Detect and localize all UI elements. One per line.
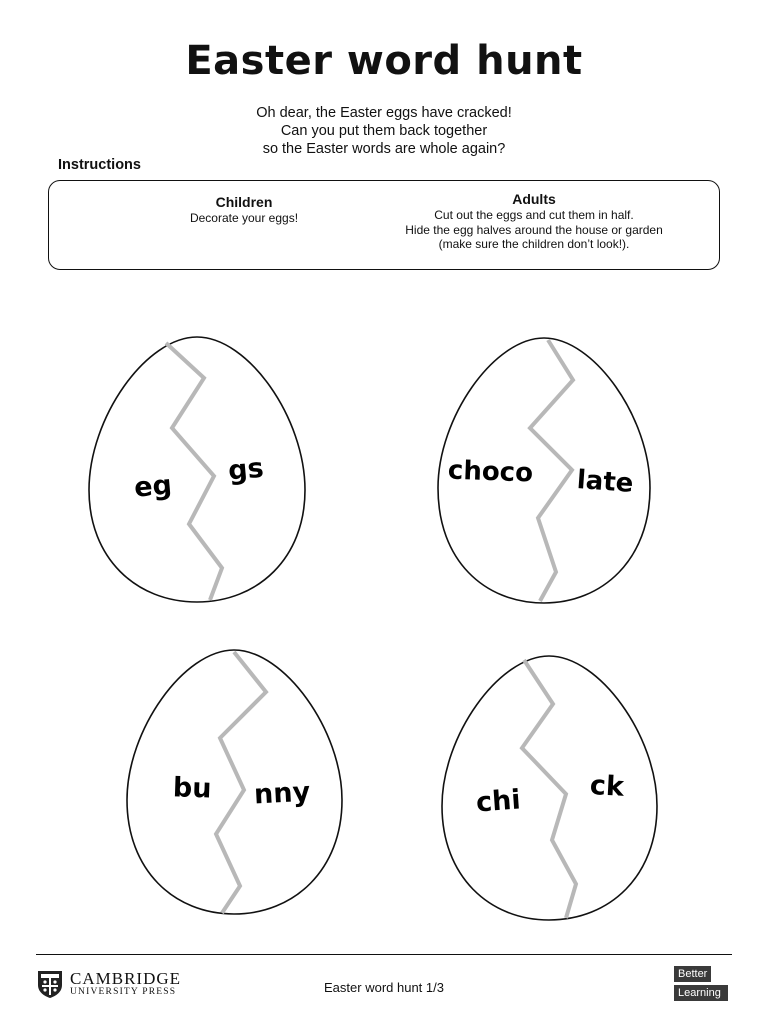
publisher-subname: UNIVERSITY PRESS bbox=[70, 987, 177, 997]
intro-line-1: Oh dear, the Easter eggs have cracked! bbox=[256, 105, 512, 121]
egg-1-crack bbox=[166, 343, 222, 600]
egg-1-right-word: gs bbox=[226, 452, 265, 487]
egg-2-crack bbox=[530, 340, 573, 601]
egg-4-left-word: chi bbox=[475, 784, 522, 819]
children-heading: Children bbox=[215, 194, 273, 210]
footer-divider bbox=[36, 954, 732, 955]
badge-line-1: Better bbox=[674, 966, 711, 982]
intro-line-2: Can you put them back together bbox=[280, 123, 488, 139]
page-title: Easter word hunt bbox=[185, 38, 583, 84]
egg-1-left-word: eg bbox=[132, 469, 174, 504]
badge-line-2: Learning bbox=[674, 985, 728, 1001]
intro-line-3: so the Easter words are whole again? bbox=[262, 141, 506, 157]
adults-line-1: Cut out the eggs and cut them in half. bbox=[434, 208, 634, 222]
publisher-name: CAMBRIDGE bbox=[70, 969, 182, 988]
adults-line-3: (make sure the children don’t look!). bbox=[438, 237, 630, 251]
egg-2-left-word: choco bbox=[447, 455, 534, 489]
better-learning-badge bbox=[674, 966, 728, 1004]
instructions-heading: Instructions bbox=[58, 157, 141, 173]
children-text: Decorate your eggs! bbox=[189, 211, 299, 225]
egg-1-outline bbox=[89, 337, 305, 602]
egg-4 bbox=[442, 656, 657, 920]
adults-heading: Adults bbox=[512, 191, 556, 207]
egg-3-left-word: bu bbox=[172, 772, 213, 805]
adults-line-2: Hide the egg halves around the house or garden bbox=[405, 222, 663, 237]
egg-3 bbox=[127, 650, 342, 914]
egg-3-right-word: nny bbox=[253, 776, 311, 811]
page-label: Easter word hunt 1/3 bbox=[324, 980, 444, 995]
egg-4-right-word: ck bbox=[589, 770, 625, 803]
egg-1 bbox=[89, 337, 305, 602]
egg-4-crack bbox=[522, 660, 576, 918]
egg-2 bbox=[438, 338, 650, 603]
egg-2-right-word: late bbox=[575, 465, 635, 499]
